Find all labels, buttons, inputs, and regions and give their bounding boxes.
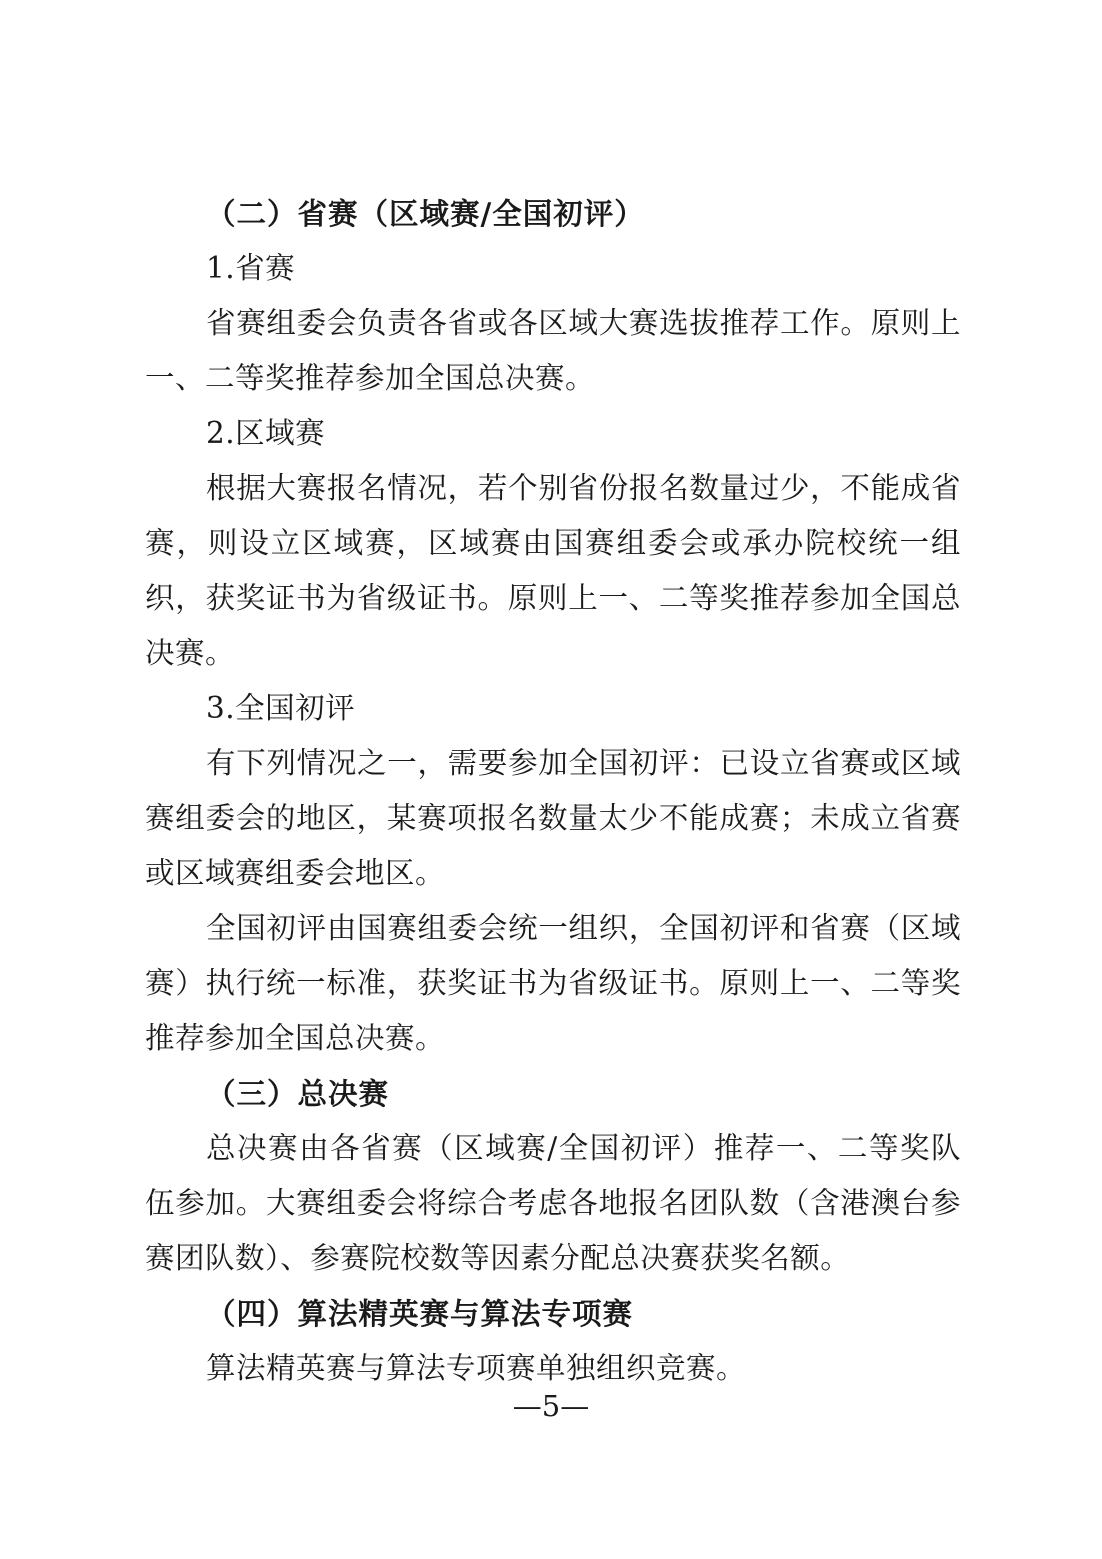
subheading-3-national-preliminary: 3.全国初评 xyxy=(206,691,356,725)
paragraph-finals-desc: 总决赛由各省赛（区域赛/全国初评）推荐一、二等奖队伍参加。大赛组委会将综合考虑各地报名团队数（含港澳台参赛团队数）、参赛院校数等因素分配总决赛获奖名额。 xyxy=(145,1131,961,1275)
paragraph-preliminary-conditions: 有下列情况之一，需要参加全国初评：已设立省赛或区域赛组委会的地区，某赛项报名数量太少不能成赛；未成立省赛或区域赛组委会地区。 xyxy=(145,746,961,890)
section-heading-provincial: （二）省赛（区域赛/全国初评） xyxy=(206,196,645,231)
paragraph-preliminary-organization: 全国初评由国赛组委会统一组织，全国初评和省赛（区域赛）执行统一标准，获奖证书为省级证书。原则上一、二等奖推荐参加全国总决赛。 xyxy=(145,911,961,1055)
section-heading-finals: （三）总决赛 xyxy=(206,1076,390,1111)
paragraph-regional-desc: 根据大赛报名情况，若个别省份报名数量过少，不能成省赛，则设立区域赛，区域赛由国赛组委会或承办院校统一组织，获奖证书为省级证书。原则上一、二等奖推荐参加全国总决赛。 xyxy=(145,471,961,670)
paragraph-provincial-desc: 省赛组委会负责各省或各区域大赛选拔推荐工作。原则上一、二等奖推荐参加全国总决赛。 xyxy=(145,306,961,395)
page-number: —5— xyxy=(512,1389,590,1423)
subheading-1-provincial: 1.省赛 xyxy=(206,251,296,285)
section-heading-algorithm-contests: （四）算法精英赛与算法专项赛 xyxy=(206,1296,634,1331)
paragraph-algorithm-contests-desc: 算法精英赛与算法专项赛单独组织竞赛。 xyxy=(206,1351,747,1385)
document-body xyxy=(145,186,961,1396)
subheading-2-regional: 2.区域赛 xyxy=(206,416,326,450)
